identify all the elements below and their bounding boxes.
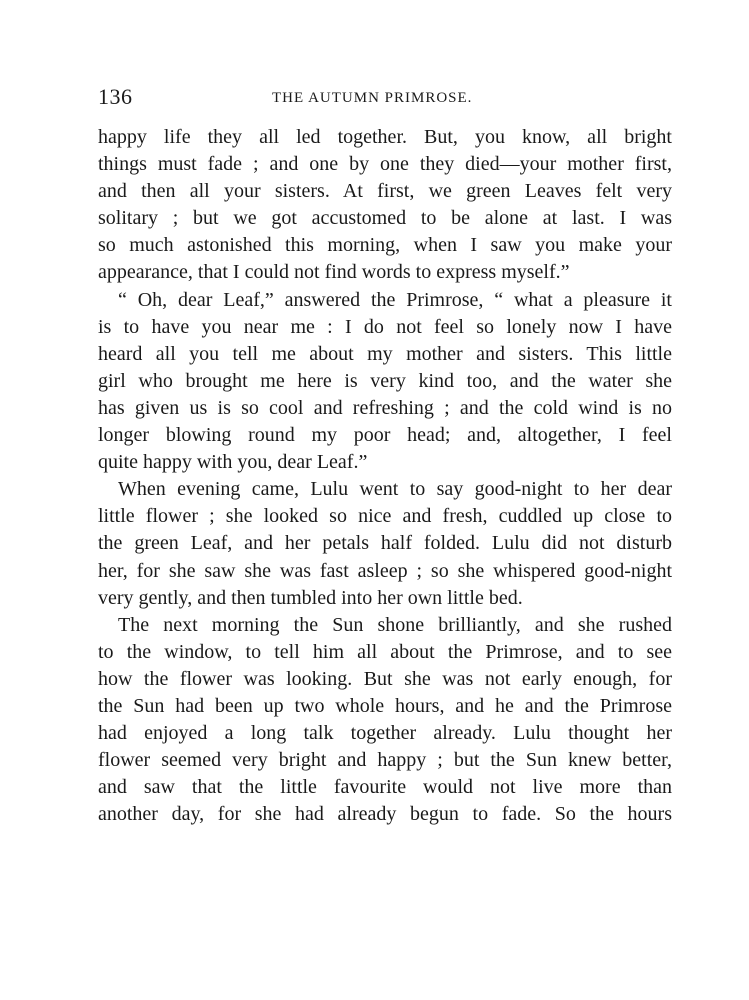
text-line: happy life they all led together. But, you know, all bright xyxy=(98,126,672,148)
text-line: little flower ; she looked so nice and fresh, cuddled up close to xyxy=(98,505,672,528)
paragraph xyxy=(98,612,672,829)
text-line: very gently, and then tumbled into her own little bed. xyxy=(98,586,523,609)
text-line: The next morning the Sun shone brilliantly, and she rushed xyxy=(118,613,672,636)
text-line: and then all your sisters. At first, we green Leaves felt very xyxy=(98,180,672,203)
text-line: another day, for she had already begun to fade. So the hours xyxy=(98,803,672,826)
text-line: heard all you tell me about my mother and sisters. This little xyxy=(98,342,672,365)
text-line: is to have you near me : I do not feel so lonely now I have xyxy=(98,315,672,338)
text-line: appearance, that I could not find words to express myself.” xyxy=(98,261,570,284)
paragraph xyxy=(98,124,672,287)
text-line: and saw that the little favourite would not live more than xyxy=(98,776,672,799)
text-line: girl who brought me here is very kind too, and the water she xyxy=(98,369,672,392)
text-line: “ Oh, dear Leaf,” answered the Primrose, “ what a pleasure it xyxy=(118,288,672,311)
text-line: so much astonished this morning, when I saw you make your xyxy=(98,234,672,257)
page-number: 136 xyxy=(98,84,133,109)
text-line: flower seemed very bright and happy ; but the Sun knew better, xyxy=(98,749,672,772)
text-line: things must fade ; and one by one they died—your mother first, xyxy=(98,153,672,176)
text-line: When evening came, Lulu went to say good-night to her dear xyxy=(118,478,672,501)
text-line: the Sun had been up two whole hours, and he and the Primrose xyxy=(98,694,672,717)
text-line: how the flower was looking. But she was not early enough, for xyxy=(98,667,672,690)
text-line: solitary ; but we got accustomed to be alone at last. I was xyxy=(98,207,672,230)
text-line: the green Leaf, and her petals half folded. Lulu did not disturb xyxy=(98,532,672,555)
text-line: quite happy with you, dear Leaf.” xyxy=(98,451,368,474)
text-line: longer blowing round my poor head; and, altogether, I feel xyxy=(98,424,672,447)
paragraph xyxy=(98,287,672,477)
paragraph xyxy=(98,476,672,611)
text-line: to the window, to tell him all about the Primrose, and to see xyxy=(98,640,672,663)
text-line: has given us is so cool and refreshing ; and the cold wind is no xyxy=(98,396,672,419)
text-line: her, for she saw she was fast asleep ; so she whispered good-night xyxy=(98,559,672,582)
body-text xyxy=(98,124,672,828)
text-line: had enjoyed a long talk together already. Lulu thought her xyxy=(98,722,672,745)
running-head xyxy=(98,84,672,114)
running-title: THE AUTUMN PRIMROSE. xyxy=(272,90,473,106)
